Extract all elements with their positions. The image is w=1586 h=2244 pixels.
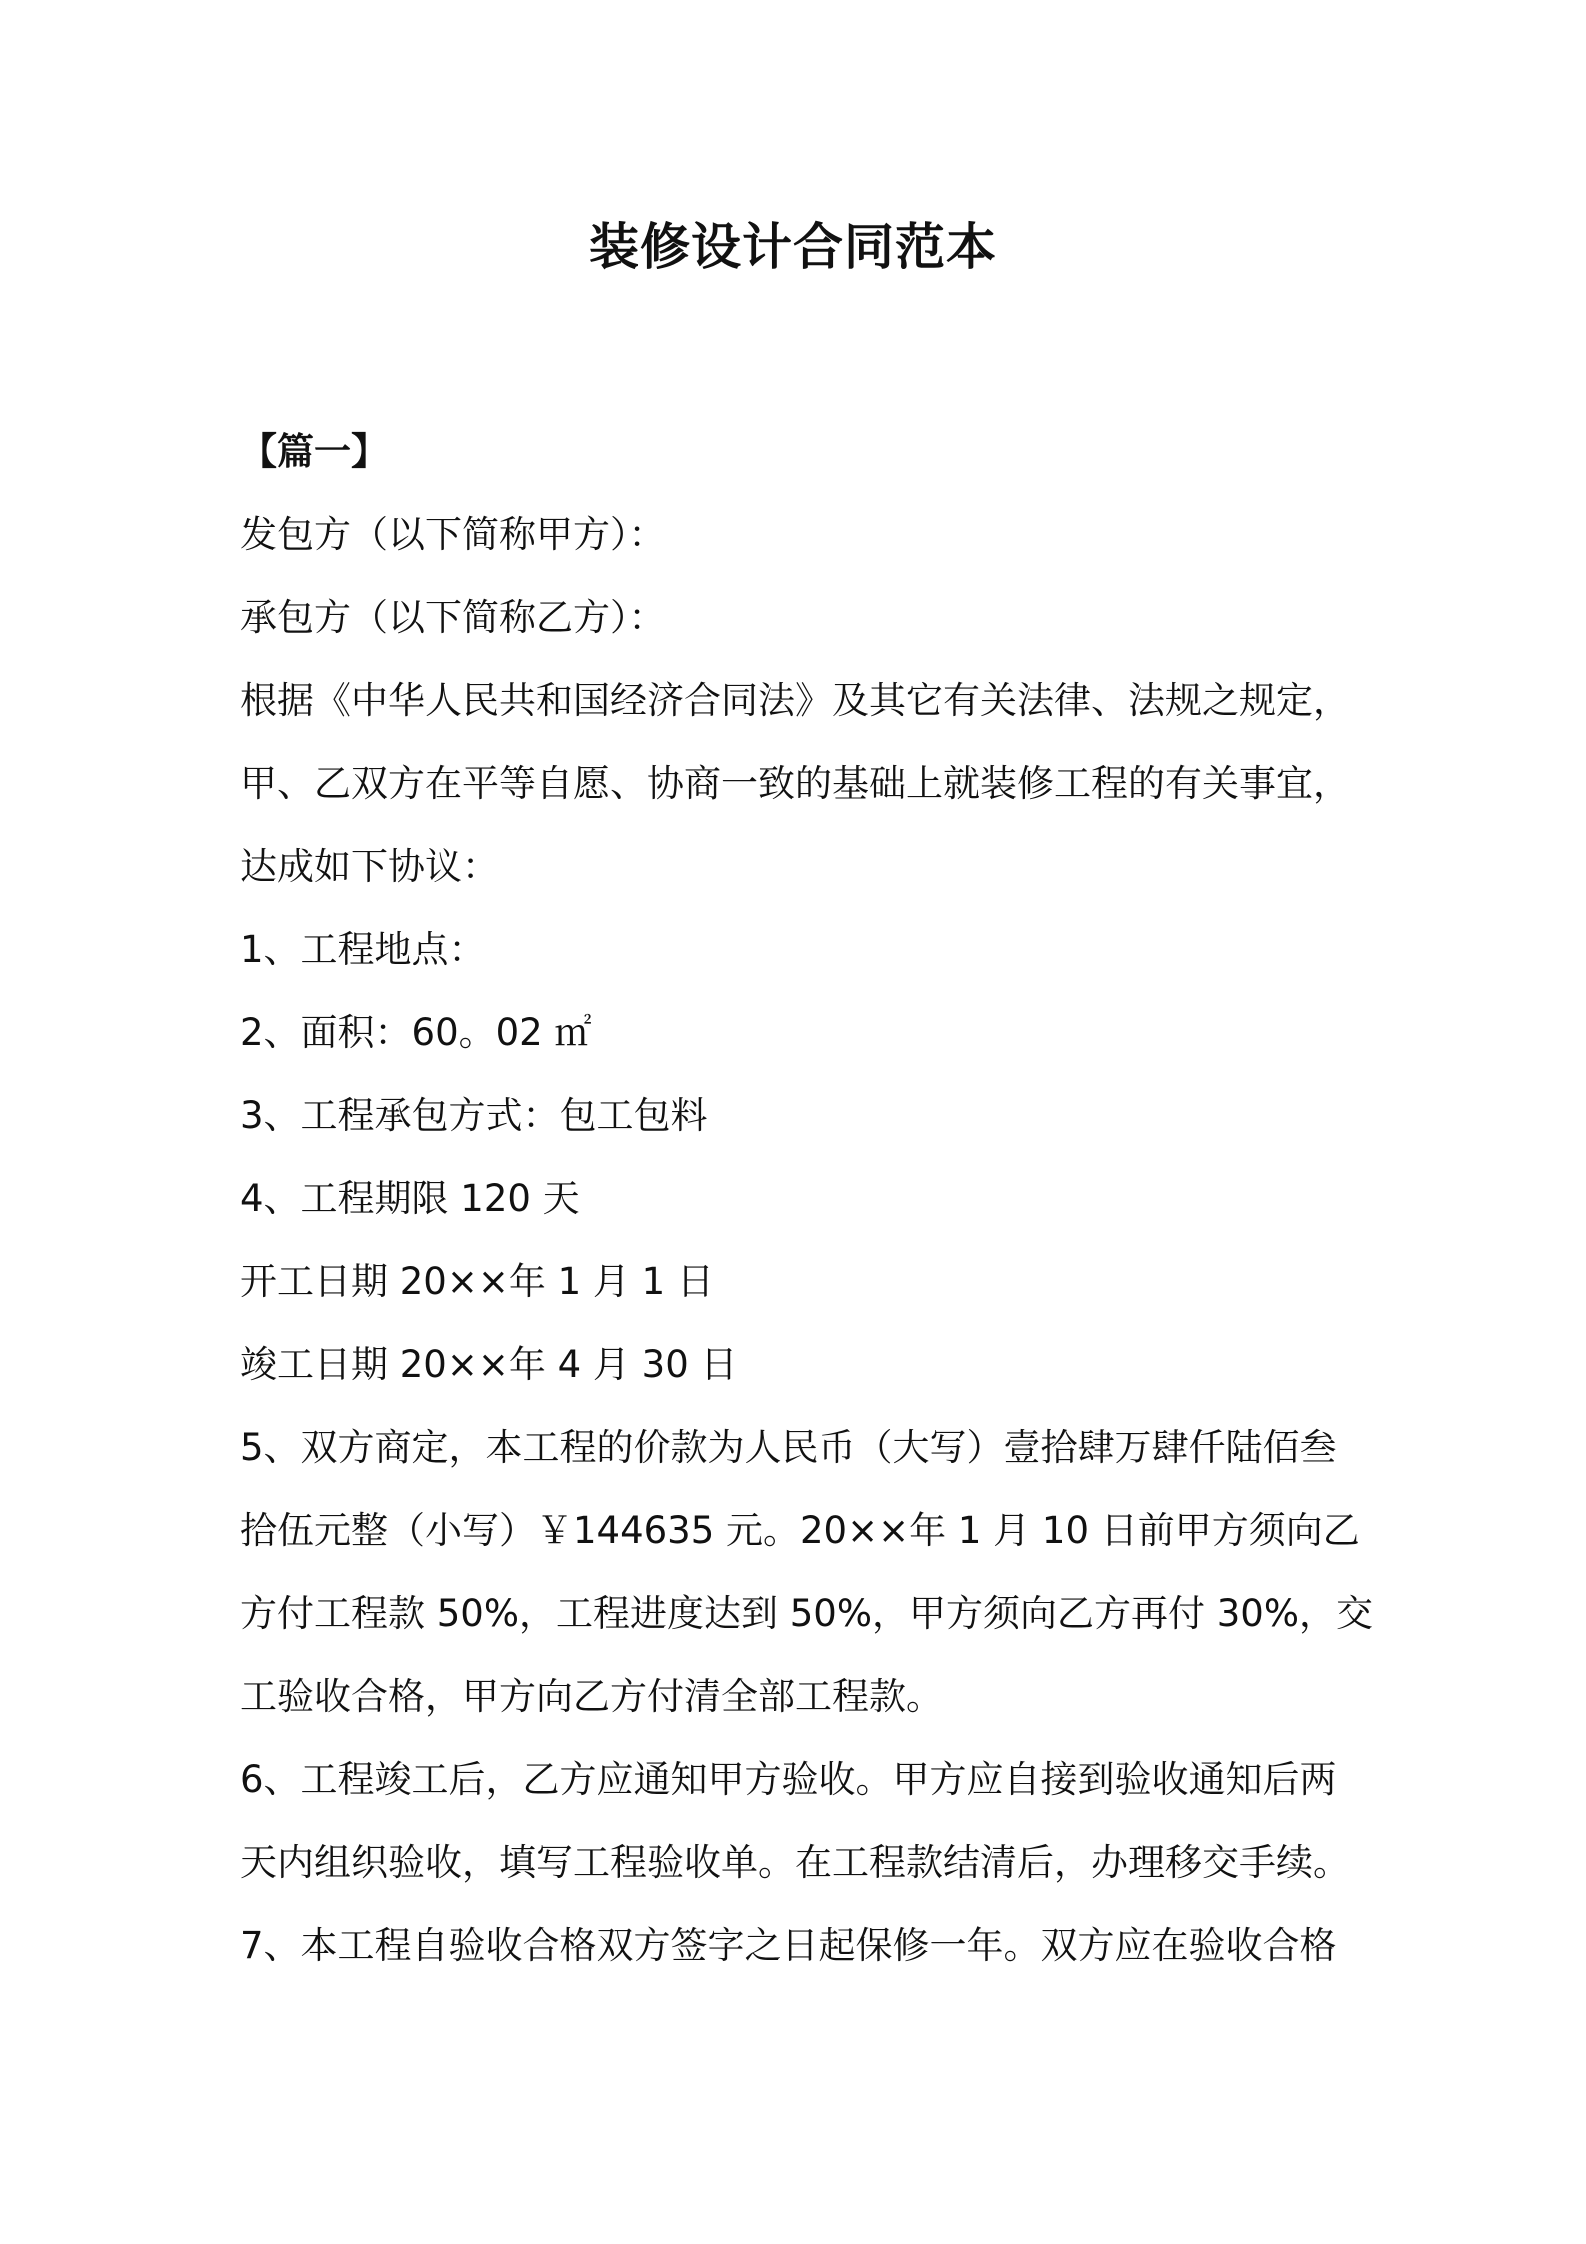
document-body (240, 410, 1373, 1987)
clause-2-line: 2、面积：60。02 ㎡ (240, 1011, 592, 1054)
paragraph-line: 达成如下协议： (240, 845, 499, 888)
clause-5-line: 5、双方商定，本工程的价款为人民币（大写）壹拾肆万肆仟陆佰叁 (240, 1426, 1337, 1469)
section-heading: 【篇一】 (240, 430, 388, 473)
clause-7-line: 7、本工程自验收合格双方签字之日起保修一年。双方应在验收合格 (240, 1924, 1337, 1967)
document-title: 装修设计合同范本 (589, 218, 997, 276)
paragraph-line: 根据《中华人民共和国经济合同法》及其它有关法律、法规之规定， (240, 679, 1350, 722)
clause-1-line: 1、工程地点： (240, 928, 486, 971)
start-date-line: 开工日期 20××年 1 月 1 日 (240, 1260, 714, 1303)
end-date-line: 竣工日期 20××年 4 月 30 日 (240, 1343, 738, 1386)
clause-5-line: 方付工程款 50%，工程进度达到 50%，甲方须向乙方再付 30%，交 (240, 1592, 1373, 1635)
clause-5-line: 拾伍元整（小写）￥144635 元。20××年 1 月 10 日前甲方须向乙 (240, 1509, 1360, 1552)
party-b-line: 承包方（以下简称乙方）： (240, 596, 666, 639)
clause-4-line: 4、工程期限 120 天 (240, 1177, 580, 1220)
clause-5-line: 工验收合格，甲方向乙方付清全部工程款。 (240, 1675, 943, 1718)
party-a-line: 发包方（以下简称甲方）： (240, 513, 666, 556)
clause-6-line: 天内组织验收，填写工程验收单。在工程款结清后，办理移交手续。 (240, 1841, 1350, 1884)
clause-3-line: 3、工程承包方式：包工包料 (240, 1094, 708, 1137)
paragraph-line: 甲、乙双方在平等自愿、协商一致的基础上就装修工程的有关事宜， (240, 762, 1350, 805)
clause-6-line: 6、工程竣工后，乙方应通知甲方验收。甲方应自接到验收通知后两 (240, 1758, 1337, 1801)
